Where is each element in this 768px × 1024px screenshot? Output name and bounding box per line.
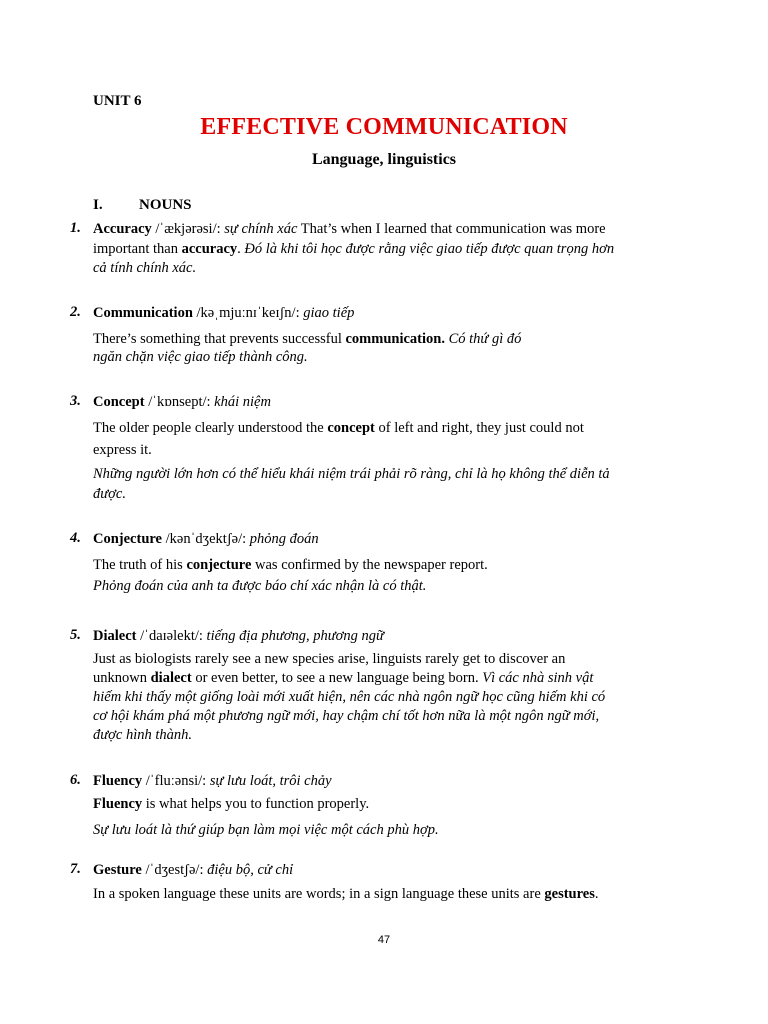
entry-header [93,530,693,548]
example-text: is what helps you to function properly. [142,796,370,812]
entry-term: Fluency [93,773,143,789]
entry-meaning: giao tiếp [303,305,355,321]
entry-line [93,259,693,277]
example-text: unknown [93,670,151,686]
entry-number: 1. [70,220,81,236]
example-translation: Vì các nhà sinh vật [482,670,594,686]
entry-line [93,348,693,366]
entry-meaning: khái niệm [214,394,271,410]
entry-header [93,627,693,645]
entry-ipa: /ˈækjərəsi/: [151,221,225,237]
entry-number: 4. [70,530,81,546]
example-text: was confirmed by the newspaper report. [251,557,488,573]
entry-meaning: sự chính xác [224,221,298,237]
example-keyword: conjecture [186,557,252,573]
example-keyword: concept [327,420,375,436]
section-title: NOUNS [139,197,192,213]
unit-label: UNIT 6 [93,93,142,109]
example-translation: ngăn chặn việc giao tiếp thành công. [93,349,308,365]
entry-term: Concept [93,394,145,410]
entry-line [93,441,693,459]
entry-number: 6. [70,772,81,788]
page-number: 47 [377,934,391,946]
example-translation: Những người lớn hơn có thể hiểu khái niệm trái phải rõ ràng, chỉ là họ không thể diễn tả [93,466,610,482]
example-text: There’s something that prevents successful [93,331,346,347]
entry-line [93,726,693,744]
example-translation: Sự lưu loát là thứ giúp bạn làm mọi việc một cách phù hợp. [93,822,439,838]
entry-term: Gesture [93,862,142,878]
entry-meaning: điệu bộ, cử chỉ [207,862,294,878]
entry-ipa: /ˈfluːənsi/: [142,773,210,789]
entry-ipa: /ˈdaɪəlekt/: [136,628,207,644]
section-number: I. [93,197,103,213]
entry-line [93,485,693,503]
example-text: of left and right, they just could not [374,420,584,436]
example-translation: được. [93,486,126,502]
example-text: or even better, to see a new language being born. [191,670,483,686]
entry-number: 3. [70,393,81,409]
entry-term: Dialect [93,628,137,644]
entry-meaning: sự lưu loát, trôi chảy [209,773,332,789]
entry-line [93,465,693,483]
example-text: . [594,886,599,902]
example-text: express it. [93,442,152,458]
entry-term: Conjecture [93,531,162,547]
entry-header [93,861,693,879]
entry-ipa: /kəˌmjuːnɪˈkeɪʃn/: [192,305,304,321]
entry-line [93,240,693,258]
entry-number: 2. [70,304,81,320]
example-translation: được hình thành. [93,727,193,743]
example-keyword: dialect [150,670,192,686]
entry-line [93,330,693,348]
example-translation: Đó là khi tôi học được rằng việc giao tiếp được quan trọng hơn [244,241,615,257]
example-translation: cơ hội khám phá một phương ngữ mới, hay chậm chí tốt hơn nữa là một ngôn ngữ mới, [93,708,600,724]
entry-line [93,821,693,839]
example-text: important than [93,241,182,257]
entry-line [93,669,693,687]
entry-line [93,688,693,706]
entry-line [93,220,693,238]
entry-line [93,707,693,725]
entry-number: 5. [70,627,81,643]
entry-header [93,393,693,411]
example-keyword: Fluency [93,796,143,812]
page-title: EFFECTIVE COMMUNICATION [200,114,568,140]
entry-line [93,795,693,813]
example-translation: Phỏng đoán của anh ta được báo chí xác nhận là có thật. [93,578,427,594]
entry-meaning: tiếng địa phương, phương ngữ [206,628,384,644]
entry-line [93,650,693,668]
entry-number: 7. [70,861,81,877]
example-text: In a spoken language these units are words; in a sign language these units are [93,886,545,902]
entry-ipa: /kənˈdʒektʃə/: [162,531,250,547]
example-keyword: gestures [544,886,595,902]
entry-header [93,304,693,322]
example-translation: cả tính chính xác. [93,260,197,276]
entry-line [93,577,693,595]
example-translation: hiếm khi thấy một giống loài mới xuất hiện, nên các nhà ngôn ngữ học cũng hiếm khi có [93,689,606,705]
example-text: . [237,241,245,257]
example-keyword: communication. [345,331,445,347]
page-subtitle: Language, linguistics [311,151,457,168]
entry-ipa: /ˈkɒnsept/: [144,394,215,410]
entry-term: Accuracy [93,221,152,237]
entry-line [93,556,693,574]
entry-line [93,419,693,437]
entry-ipa: /ˈdʒestʃə/: [141,862,208,878]
entry-header [93,772,693,790]
example-text: Just as biologists rarely see a new species arise, linguists rarely get to discover an [93,651,566,667]
entry-term: Communication [93,305,193,321]
example-text: The truth of his [93,557,187,573]
example-keyword: accuracy [181,241,238,257]
example-text: The older people clearly understood the [93,420,328,436]
entry-meaning: phỏng đoán [249,531,319,547]
example-text: That’s when I learned that communication was more [297,221,606,237]
entry-line [93,885,693,903]
example-translation: Có thứ gì đó [444,331,522,347]
